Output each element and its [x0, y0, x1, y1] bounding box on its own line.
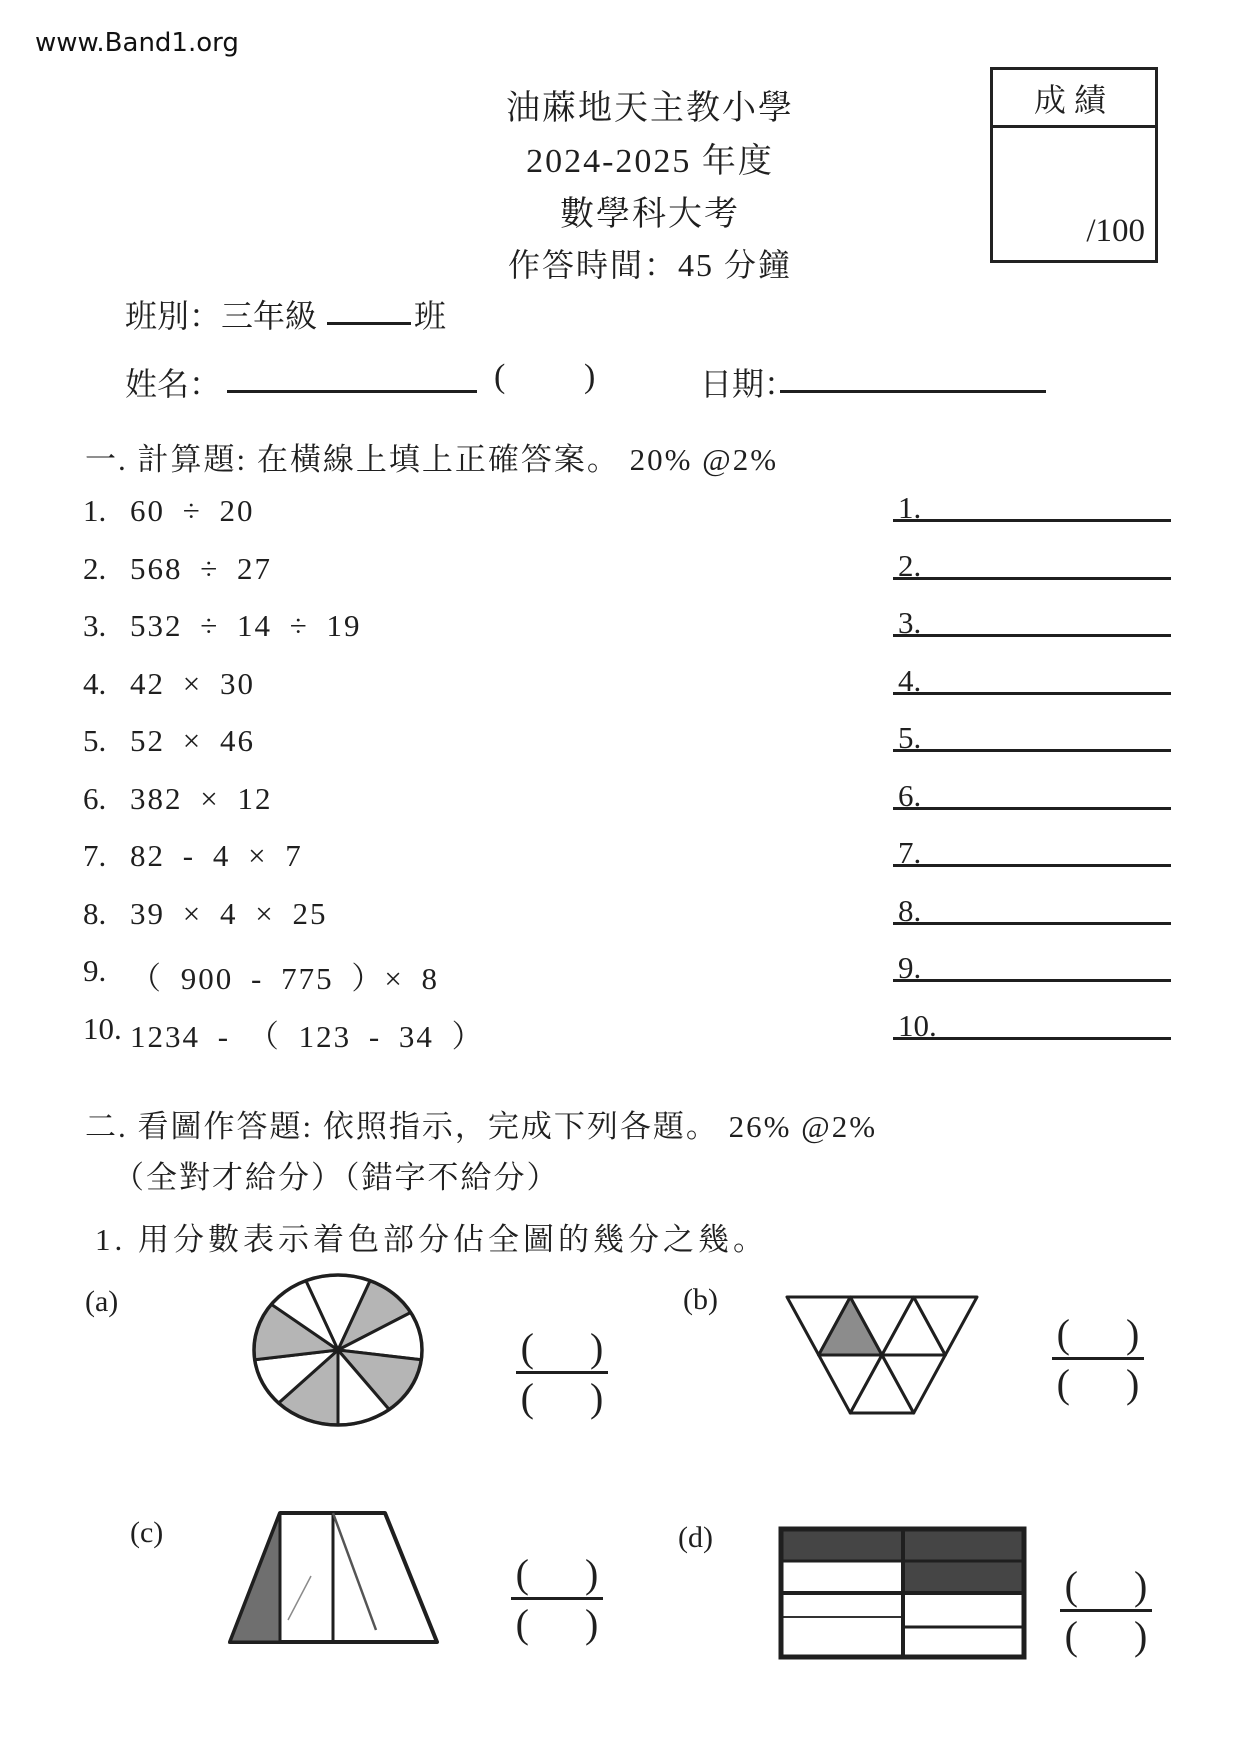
school-year: 2024-2025 年度	[526, 143, 774, 180]
name-label: 姓名：	[125, 366, 222, 402]
calc-item-number: 4.	[83, 666, 107, 701]
fraction-bar	[1060, 1609, 1152, 1612]
answer-blank[interactable]: 10.	[893, 1011, 1171, 1040]
fraction-denominator-blank[interactable]: ( )	[520, 1375, 604, 1420]
name-class-number-paren-open: (	[494, 358, 506, 395]
calc-item-expression: （ 900 - 775 ）× 8	[130, 961, 440, 996]
answer-blank[interactable]: 5.	[893, 723, 1171, 752]
time-limit: 作答時間：45 分鐘	[507, 247, 792, 283]
calc-item-expression: 382 × 12	[130, 781, 273, 816]
watermark: www.Band1.org	[35, 28, 239, 58]
figure-b-triangles	[787, 1297, 977, 1413]
fraction-denominator-blank[interactable]: ( )	[1056, 1361, 1140, 1406]
calc-item-number: 8.	[83, 896, 107, 931]
figure-c-trapezoid	[230, 1513, 437, 1642]
calc-item-expression: 39 × 4 × 25	[130, 896, 328, 931]
fraction-bar	[511, 1597, 603, 1600]
fraction-numerator-blank[interactable]: ( )	[1064, 1563, 1148, 1608]
calc-item-number: 2.	[83, 551, 107, 586]
figure-d-label: (d)	[678, 1521, 713, 1554]
calc-item-expression: 52 × 46	[130, 723, 255, 758]
score-box	[990, 67, 1158, 263]
calc-item-expression: 532 ÷ 14 ÷ 19	[130, 608, 362, 643]
section2-note: （全對才給分）（錯字不給分）	[113, 1160, 560, 1195]
date-blank[interactable]	[780, 359, 1046, 393]
fraction-blank-d[interactable]	[1056, 1564, 1156, 1658]
fraction-blank-b[interactable]	[1048, 1312, 1148, 1406]
figure-a-circle	[254, 1275, 422, 1425]
answer-blank[interactable]: 6.	[893, 781, 1171, 810]
calc-item-number: 10.	[83, 1011, 122, 1046]
date-label: 日期：	[700, 366, 797, 402]
fraction-bar	[516, 1371, 608, 1374]
fraction-denominator-blank[interactable]: ( )	[515, 1601, 599, 1646]
fraction-numerator-blank[interactable]: ( )	[515, 1551, 599, 1596]
fraction-numerator-blank[interactable]: ( )	[520, 1325, 604, 1370]
name-class-number-paren-close: )	[584, 358, 596, 395]
answer-blank[interactable]: 4.	[893, 666, 1171, 695]
calc-item-number: 5.	[83, 723, 107, 758]
answer-blank[interactable]: 8.	[893, 896, 1171, 925]
answer-blank[interactable]: 2.	[893, 551, 1171, 580]
figure-d-grid	[781, 1529, 1024, 1657]
class-blank[interactable]	[327, 291, 411, 325]
calc-item-expression: 60 ÷ 20	[130, 493, 255, 528]
calc-item-expression: 1234 - （ 123 - 34 ）	[130, 1019, 485, 1054]
class-suffix: 班	[414, 298, 447, 334]
answer-blank[interactable]: 9.	[893, 953, 1171, 982]
calc-item-expression: 82 - 4 × 7	[130, 838, 303, 873]
score-box-label: 成績	[993, 70, 1155, 128]
score-total: /100	[1086, 213, 1145, 249]
figure-c-label: (c)	[130, 1516, 164, 1549]
figure-b-label: (b)	[683, 1283, 718, 1316]
calc-item-expression: 42 × 30	[130, 666, 255, 701]
fraction-denominator-blank[interactable]: ( )	[1064, 1613, 1148, 1658]
section2-heading: 二. 看圖作答題: 依照指示，完成下列各題。 26% @2%	[85, 1109, 878, 1144]
calc-item-number: 6.	[83, 781, 107, 816]
calc-item-number: 9.	[83, 953, 107, 988]
answer-blank[interactable]: 7.	[893, 838, 1171, 867]
figure-a-label: (a)	[85, 1285, 119, 1318]
answer-blank[interactable]: 3.	[893, 608, 1171, 637]
fraction-bar	[1052, 1357, 1144, 1360]
name-blank[interactable]	[227, 359, 477, 393]
calc-item-number: 7.	[83, 838, 107, 873]
calc-item-number: 3.	[83, 608, 107, 643]
exam-title: 數學科大考	[560, 196, 740, 233]
calc-item-number: 1.	[83, 493, 107, 528]
section1-heading: 一. 計算題: 在橫線上填上正確答案。 20% @2%	[85, 442, 779, 477]
fraction-blank-c[interactable]	[507, 1552, 607, 1646]
section2-q1-text: 1. 用分數表示着色部分佔全圖的幾分之幾。	[95, 1222, 768, 1257]
fraction-numerator-blank[interactable]: ( )	[1056, 1311, 1140, 1356]
school-name: 油蔴地天主教小學	[506, 90, 794, 127]
calc-item-expression: 568 ÷ 27	[130, 551, 273, 586]
answer-blank[interactable]: 1.	[893, 493, 1171, 522]
fraction-blank-a[interactable]	[512, 1326, 612, 1420]
class-label: 班別：三年級	[125, 298, 318, 334]
